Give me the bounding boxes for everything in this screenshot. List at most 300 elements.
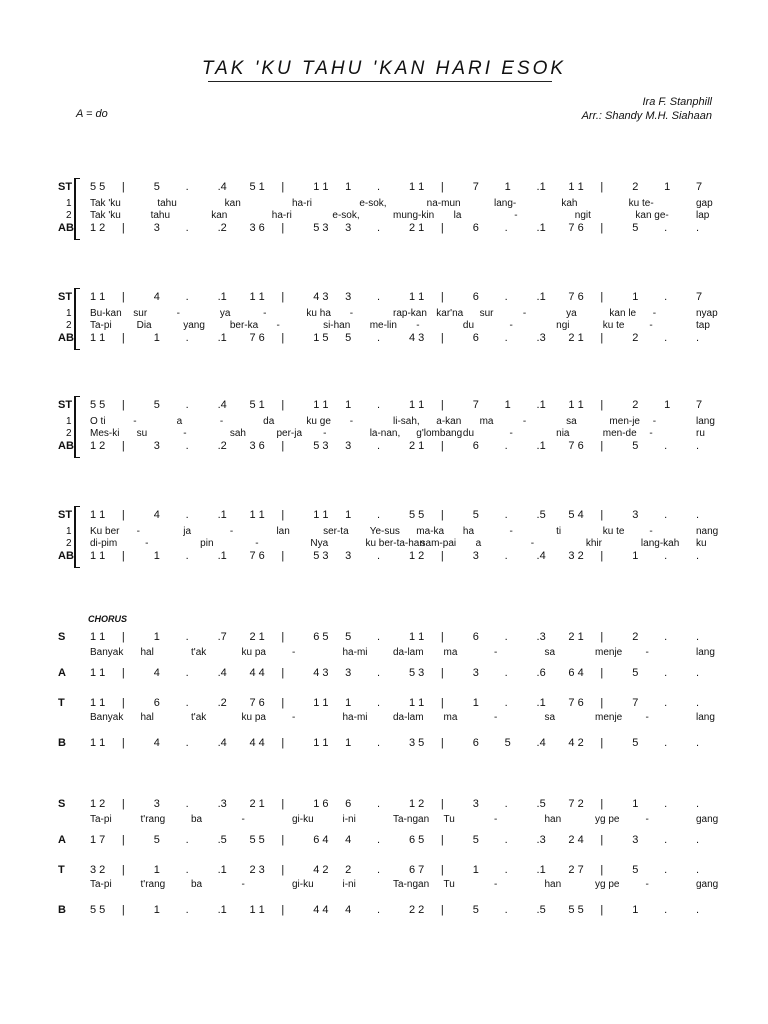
note-token: . — [504, 834, 508, 846]
lyric-syllable: - — [229, 526, 234, 537]
lyric-syllable: na-mun — [426, 198, 461, 209]
note-token: . — [185, 834, 189, 846]
bar-line: | — [121, 864, 125, 876]
lyric-syllable: per-ja — [276, 428, 303, 439]
voice-label: T — [58, 864, 65, 876]
lyric-syllable: Bu-kan — [90, 308, 122, 319]
bar-line: | — [121, 509, 125, 521]
key-signature: A = do — [76, 108, 108, 120]
lyric-syllable: nang — [696, 526, 719, 537]
note-token: 7 6 — [568, 222, 584, 234]
note-token: 6 — [472, 222, 479, 234]
notation-line — [0, 666, 768, 680]
note-token: .3 — [536, 332, 546, 344]
bar-line: | — [440, 697, 444, 709]
composer-credit: Ira F. Stanphill — [642, 96, 712, 108]
lyric-syllable: yg pe — [595, 879, 620, 890]
note-token: . — [696, 332, 700, 344]
lyric-syllable: Banyak — [90, 712, 124, 723]
note-token: . — [377, 631, 381, 643]
lyric-syllable: ba — [191, 814, 203, 825]
lyric-syllable: Ta-ngan — [393, 814, 430, 825]
bar-line: | — [281, 222, 285, 234]
verse-number: 2 — [66, 320, 72, 331]
lyric-syllable: - — [349, 416, 354, 427]
lyric-syllable: ma — [479, 416, 494, 427]
note-token: 5 — [632, 737, 639, 749]
lyric-syllable: - — [136, 526, 140, 537]
note-token: 3 — [472, 798, 479, 810]
note-token: 5 — [345, 631, 352, 643]
lyric-syllable: du — [462, 428, 475, 439]
note-token: 5 1 — [249, 181, 265, 193]
note-token: . — [696, 509, 700, 521]
bar-line: | — [600, 737, 604, 749]
note-token: 2 2 — [408, 904, 425, 916]
lyric-syllable: Tu — [443, 814, 455, 825]
note-token: . — [696, 737, 700, 749]
note-token: . — [696, 697, 700, 709]
lyric-syllable: Tak 'ku — [90, 210, 121, 221]
note-token: . — [696, 864, 700, 876]
note-token: 1 1 — [313, 509, 329, 521]
lyric-syllable: gang — [696, 879, 719, 890]
lyric-syllable: ru — [696, 428, 705, 439]
lyric-syllable: menje — [595, 712, 623, 723]
note-token: . — [185, 332, 189, 344]
note-token: .1 — [217, 864, 227, 876]
note-token: . — [664, 697, 668, 709]
lyric-syllable: - — [514, 210, 518, 221]
bar-line: | — [440, 550, 444, 562]
bar-line: | — [121, 737, 125, 749]
note-token: .6 — [536, 667, 546, 679]
lyric-syllable: - — [652, 416, 657, 427]
note-token: 5 — [472, 904, 479, 916]
lyric-syllable: - — [145, 538, 149, 549]
note-token: 6 — [472, 631, 479, 643]
note-token: . — [377, 222, 381, 234]
bar-line: | — [121, 667, 125, 679]
note-token: 1 2 — [90, 440, 106, 452]
note-token: . — [664, 834, 668, 846]
note-token: 5 — [632, 667, 639, 679]
lyric-syllable: han — [544, 814, 562, 825]
note-token: . — [185, 440, 189, 452]
lyric-syllable: men-de — [602, 428, 637, 439]
lyric-syllable: nia — [556, 428, 570, 439]
note-token: 4 3 — [408, 332, 425, 344]
lyric-syllable: Ta-ngan — [393, 879, 430, 890]
lyric-syllable: - — [494, 879, 498, 890]
bar-line: | — [440, 864, 444, 876]
note-token: 1 1 — [90, 550, 106, 562]
note-token: . — [504, 904, 508, 916]
voice-label: ST — [58, 181, 73, 193]
lyric-syllable: ku ge — [306, 416, 331, 427]
lyric-syllable: - — [645, 814, 649, 825]
lyric-syllable: g'lombang — [416, 428, 463, 439]
verse-number: 2 — [66, 538, 72, 549]
lyric-syllable: i-ni — [342, 879, 356, 890]
note-token: 1 — [472, 697, 479, 709]
note-token: .1 — [536, 181, 546, 193]
notation-line — [0, 630, 768, 644]
note-token: 1 — [632, 904, 639, 916]
lyric-syllable: gap — [696, 198, 713, 209]
note-token: 1 1 — [90, 667, 106, 679]
note-token: 1 — [345, 399, 352, 411]
note-token: . — [696, 904, 700, 916]
lyric-syllable: - — [494, 814, 498, 825]
bar-line: | — [600, 181, 604, 193]
note-token: 1 — [664, 181, 671, 193]
lyric-syllable: yang — [183, 320, 205, 331]
note-token: 4 — [153, 291, 160, 303]
bar-line: | — [281, 904, 285, 916]
lyric-syllable: - — [263, 308, 267, 319]
lyric-syllable: Mes-ki — [90, 428, 120, 439]
notation-line — [0, 508, 768, 522]
note-token: 4 4 — [249, 667, 265, 679]
note-token: 5 4 — [568, 509, 584, 521]
voice-label: AB — [58, 440, 74, 452]
note-token: 2 1 — [568, 332, 584, 344]
note-token: 3 — [472, 667, 479, 679]
lyric-syllable: ti — [556, 526, 562, 537]
lyric-syllable: t'rang — [140, 879, 166, 890]
voice-label: ST — [58, 399, 73, 411]
lyric-line — [0, 646, 768, 660]
verse-number: 2 — [66, 428, 72, 439]
note-token: 2 7 — [568, 864, 584, 876]
note-token: 7 6 — [249, 550, 265, 562]
note-token: . — [377, 864, 381, 876]
note-token: . — [185, 667, 189, 679]
note-token: 1 1 — [408, 697, 425, 709]
song-title: TAK 'KU TAHU 'KAN HARI ESOK — [201, 58, 567, 79]
note-token: 5 3 — [313, 222, 329, 234]
note-token: 3 6 — [249, 222, 265, 234]
lyric-syllable: ku te — [602, 526, 625, 537]
lyric-syllable: khir — [585, 538, 602, 549]
chorus-label: CHORUS — [88, 614, 128, 624]
note-token: . — [504, 667, 508, 679]
bar-line: | — [281, 399, 285, 411]
bar-line: | — [440, 904, 444, 916]
note-token: . — [185, 509, 189, 521]
bar-line: | — [121, 332, 125, 344]
bar-line: | — [121, 222, 125, 234]
note-token: 6 — [472, 291, 479, 303]
notation-line — [0, 221, 768, 235]
bar-line: | — [121, 550, 125, 562]
lyric-syllable: - — [292, 647, 296, 658]
note-token: 4 — [153, 667, 160, 679]
note-token: . — [185, 291, 189, 303]
note-token: 5 — [632, 222, 639, 234]
note-token: 3 — [153, 798, 160, 810]
bar-line: | — [281, 798, 285, 810]
note-token: 5 — [345, 332, 352, 344]
lyric-syllable: Ta-pi — [90, 320, 112, 331]
bar-line: | — [281, 864, 285, 876]
lyric-syllable: ha-mi — [342, 647, 368, 658]
note-token: 3 5 — [408, 737, 425, 749]
note-token: .2 — [217, 697, 227, 709]
note-token: . — [504, 509, 508, 521]
note-token: 5 — [632, 440, 639, 452]
note-token: 1 — [632, 550, 639, 562]
bar-line: | — [121, 798, 125, 810]
note-token: . — [185, 222, 189, 234]
lyric-syllable: ser-ta — [323, 526, 349, 537]
lyric-syllable: la-nan, — [369, 428, 401, 439]
note-token: 1 1 — [249, 904, 265, 916]
voice-label: AB — [58, 550, 74, 562]
bar-line: | — [121, 181, 125, 193]
lyric-syllable: a-kan — [436, 416, 462, 427]
lyric-syllable: e-sok, — [332, 210, 360, 221]
lyric-line — [0, 878, 768, 892]
note-token: 1 1 — [568, 399, 584, 411]
lyric-syllable: Dia — [136, 320, 152, 331]
lyric-syllable: t'rang — [140, 814, 166, 825]
bar-line: | — [121, 834, 125, 846]
note-token: . — [377, 737, 381, 749]
note-token: 7 6 — [249, 697, 265, 709]
lyric-syllable: - — [176, 308, 180, 319]
lyric-syllable: kan — [224, 198, 241, 209]
note-token: 7 — [472, 181, 479, 193]
lyric-syllable: yg pe — [595, 814, 620, 825]
note-token: 1 — [345, 509, 352, 521]
note-token: 3 — [345, 291, 352, 303]
note-token: .7 — [217, 631, 227, 643]
note-token: 7 — [696, 399, 703, 411]
lyric-syllable: tahu — [150, 210, 171, 221]
lyric-syllable: lan — [276, 526, 290, 537]
bar-line: | — [600, 904, 604, 916]
voice-label: S — [58, 631, 66, 643]
note-token: . — [664, 291, 668, 303]
lyric-syllable: Ku ber — [90, 526, 120, 537]
note-token: . — [664, 222, 668, 234]
lyric-syllable: kar'na — [436, 308, 464, 319]
note-token: 2 — [632, 399, 639, 411]
lyric-syllable: Nya — [310, 538, 329, 549]
note-token: 1 1 — [90, 509, 106, 521]
bar-line: | — [121, 697, 125, 709]
note-token: 3 — [632, 834, 639, 846]
bar-line: | — [600, 631, 604, 643]
lyric-syllable: Ta-pi — [90, 814, 112, 825]
lyric-syllable: ku te — [602, 320, 625, 331]
note-token: 6 — [345, 798, 352, 810]
lyric-syllable: pin — [200, 538, 214, 549]
notation-line — [0, 290, 768, 304]
note-token: 7 6 — [568, 291, 584, 303]
note-token: . — [377, 667, 381, 679]
lyric-syllable: ya — [566, 308, 577, 319]
note-token: 6 4 — [568, 667, 584, 679]
lyric-syllable: hal — [140, 647, 154, 658]
note-token: 5 — [153, 399, 160, 411]
note-token: 4 — [345, 834, 352, 846]
bar-line: | — [440, 440, 444, 452]
note-token: 1 — [153, 904, 160, 916]
note-token: 1 — [504, 399, 511, 411]
note-token: 1 2 — [408, 798, 425, 810]
note-token: 5 5 — [90, 399, 106, 411]
lyric-syllable: - — [183, 428, 187, 439]
note-token: .3 — [536, 834, 546, 846]
note-token: 1 1 — [568, 181, 584, 193]
lyric-syllable: - — [530, 538, 535, 549]
bar-line: | — [600, 440, 604, 452]
bar-line: | — [281, 737, 285, 749]
note-token: . — [504, 697, 508, 709]
note-token: . — [664, 904, 668, 916]
lyric-syllable: - — [649, 526, 653, 537]
note-token: . — [664, 737, 668, 749]
bar-line: | — [440, 509, 444, 521]
note-token: 1 1 — [408, 291, 425, 303]
lyric-syllable: - — [133, 416, 137, 427]
lyric-syllable: ber-ka — [229, 320, 259, 331]
bar-line: | — [440, 399, 444, 411]
note-token: . — [696, 798, 700, 810]
lyric-syllable: sur — [133, 308, 148, 319]
note-token: . — [696, 440, 700, 452]
note-token: 6 — [153, 697, 160, 709]
notation-line — [0, 331, 768, 345]
lyric-syllable: i-ni — [342, 814, 356, 825]
lyric-syllable: li-sah, — [393, 416, 420, 427]
note-token: .1 — [536, 399, 546, 411]
note-token: 3 2 — [90, 864, 106, 876]
note-token: .3 — [536, 631, 546, 643]
note-token: 2 1 — [249, 631, 265, 643]
note-token: .1 — [536, 864, 546, 876]
lyric-syllable: da — [263, 416, 275, 427]
note-token: .4 — [536, 737, 546, 749]
lyric-syllable: ja — [183, 526, 192, 537]
note-token: 1 — [632, 291, 639, 303]
note-token: .1 — [217, 550, 227, 562]
bar-line: | — [600, 667, 604, 679]
note-token: . — [504, 291, 508, 303]
bar-line: | — [600, 509, 604, 521]
lyric-syllable: - — [241, 814, 245, 825]
note-token: 7 6 — [568, 440, 584, 452]
lyric-syllable: ha — [462, 526, 475, 537]
note-token: .1 — [536, 697, 546, 709]
lyric-syllable: ku pa — [241, 712, 266, 723]
bar-line: | — [121, 904, 125, 916]
lyric-syllable: sa — [544, 647, 556, 658]
note-token: . — [664, 864, 668, 876]
note-token: 5 — [472, 509, 479, 521]
note-token: 4 — [345, 904, 352, 916]
note-token: . — [696, 222, 700, 234]
voice-label: ST — [58, 509, 73, 521]
bar-line: | — [440, 798, 444, 810]
notation-line — [0, 863, 768, 877]
lyric-syllable: - — [509, 320, 513, 331]
note-token: 5 5 — [90, 904, 106, 916]
lyric-syllable: - — [276, 320, 280, 331]
note-token: 1 1 — [313, 399, 329, 411]
note-token: .4 — [217, 181, 227, 193]
notation-line — [0, 180, 768, 194]
note-token: . — [185, 399, 189, 411]
note-token: . — [504, 631, 508, 643]
bar-line: | — [281, 291, 285, 303]
note-token: 5 5 — [408, 509, 425, 521]
note-token: .4 — [217, 667, 227, 679]
note-token: 5 5 — [90, 181, 106, 193]
lyric-syllable: kah — [561, 198, 578, 209]
lyric-syllable: ha-mi — [342, 712, 368, 723]
lyric-syllable: ba — [191, 879, 203, 890]
note-token: .1 — [217, 509, 227, 521]
note-token: . — [377, 509, 381, 521]
lyric-syllable: me-lin — [369, 320, 397, 331]
note-token: 4 — [153, 737, 160, 749]
note-token: 1 1 — [90, 697, 106, 709]
lyric-syllable: - — [649, 320, 653, 331]
note-token: 5 5 — [568, 904, 584, 916]
lyric-syllable: Ta-pi — [90, 879, 112, 890]
note-token: 7 2 — [568, 798, 584, 810]
lyric-syllable: - — [323, 428, 327, 439]
lyric-syllable: Ye-sus — [369, 526, 400, 537]
note-token: . — [377, 332, 381, 344]
note-token: 1 — [345, 697, 352, 709]
verse-number: 1 — [66, 308, 72, 319]
note-token: . — [377, 440, 381, 452]
lyric-syllable: - — [494, 647, 498, 658]
note-token: . — [377, 798, 381, 810]
note-token: .1 — [536, 440, 546, 452]
lyric-syllable: sa — [544, 712, 556, 723]
lyric-syllable: Tak 'ku — [90, 198, 121, 209]
lyric-syllable: sam-pai — [420, 538, 457, 549]
lyric-syllable: lap — [696, 210, 710, 221]
note-token: .5 — [536, 904, 546, 916]
note-token: 1 1 — [408, 181, 425, 193]
note-token: 1 — [632, 798, 639, 810]
note-token: .4 — [217, 399, 227, 411]
lyric-syllable: - — [522, 416, 527, 427]
note-token: . — [664, 332, 668, 344]
lyric-syllable: hal — [140, 712, 154, 723]
note-token: 5 3 — [408, 667, 425, 679]
note-token: .5 — [536, 798, 546, 810]
note-token: . — [185, 181, 189, 193]
voice-label: AB — [58, 222, 74, 234]
note-token: 1 1 — [90, 291, 106, 303]
note-token: 5 — [153, 834, 160, 846]
note-token: 7 — [632, 697, 639, 709]
note-token: 1 1 — [249, 291, 265, 303]
note-token: . — [504, 332, 508, 344]
note-token: . — [185, 631, 189, 643]
lyric-syllable: Banyak — [90, 647, 124, 658]
voice-label: AB — [58, 332, 74, 344]
bar-line: | — [121, 631, 125, 643]
